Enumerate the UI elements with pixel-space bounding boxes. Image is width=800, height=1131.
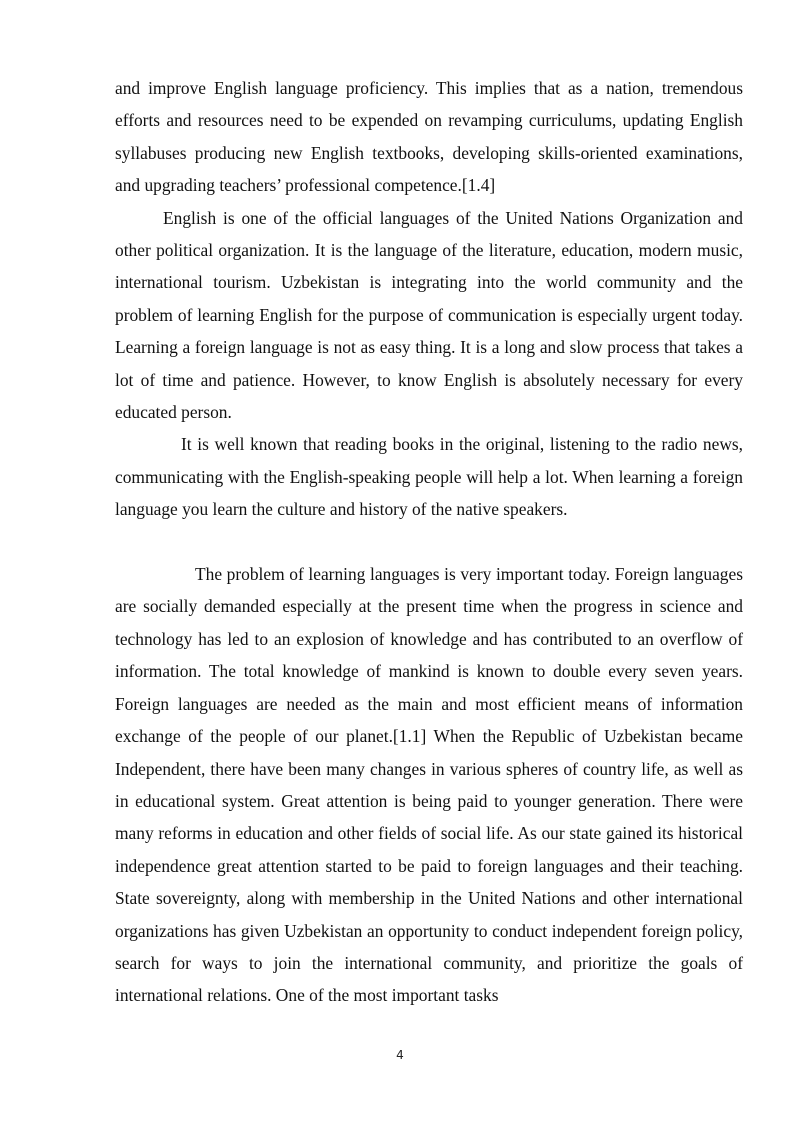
paragraph-reading-books: It is well known that reading books in the original, listening to the radio news, communicating with the English-speaking people will help a lot. When learning a foreign language you learn the culture and history of the native speakers. bbox=[115, 434, 743, 520]
paragraph-english-official-language: English is one of the official languages of the United Nations Organization and other political organization. It is the language of the literature, education, modern music, international tourism. Uzbekistan is integrating into the world community and the problem of learning English for the purpose of communication is especially urgent today. Learning a foreign language is not as easy thing. It is a long and slow process that takes a lot of time and patience. However, to know English is absolutely necessary for every educated person. bbox=[115, 207, 743, 423]
body-text bbox=[115, 72, 743, 1012]
paragraph-spacer bbox=[115, 526, 743, 558]
paragraph-continuation: and improve English language proficiency. This implies that as a nation, tremendous efforts and resources need to be expended on revamping curriculums, updating English syllabuses producing new English textbooks, developing skills-oriented examinations, and upgrading teachers’ professional competence.[1.4] bbox=[115, 78, 743, 196]
page-number: 4 bbox=[396, 1048, 404, 1062]
paragraph-learning-languages: The problem of learning languages is very important today. Foreign languages are socially demanded especially at the present time when the progress in science and technology has led to an explosion of knowledge and has contributed to an overflow of information. The total knowledge of mankind is known to double every seven years. Foreign languages are needed as the main and most efficient means of information exchange of the people of our planet.[1.1] When the Republic of Uzbekistan became Independent, there have been many changes in various spheres of country life, as well as in educational system. Great attention is being paid to younger generation. There were many reforms in education and other fields of social life. As our state gained its historical independence great attention started to be paid to foreign languages and their teaching. State sovereignty, along with membership in the United Nations and other international organizations has given Uzbekistan an opportunity to conduct independent foreign policy, search for ways to join the international community, and prioritize the goals of international relations. One of the most important tasks bbox=[115, 564, 743, 1006]
